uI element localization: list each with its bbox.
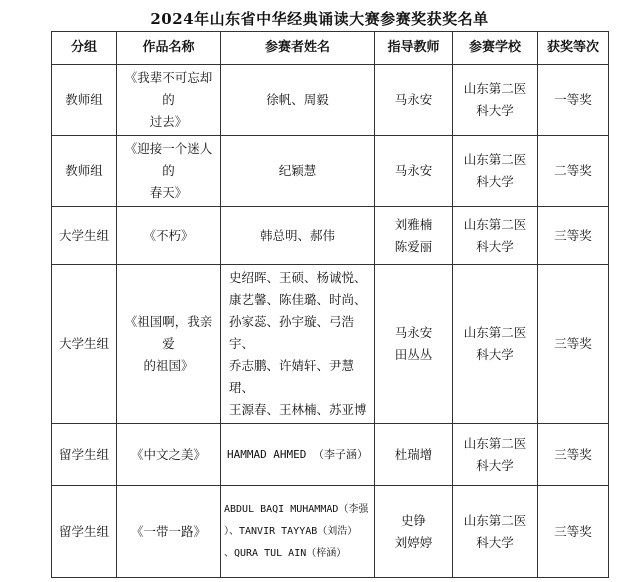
- table-row: [52, 136, 609, 207]
- cell-award: 三等奖: [538, 424, 609, 486]
- cell-work: [117, 265, 221, 424]
- work-line: 《一带一路》: [130, 523, 206, 539]
- participant-line: 纪颖慧: [278, 163, 317, 178]
- cell-group: 留学生组: [52, 424, 117, 486]
- advisor-line: 马永安: [394, 163, 433, 178]
- cell-work: [117, 424, 221, 486]
- school-line: 山东第二医: [463, 512, 527, 528]
- work-line: 《祖国啊，我亲爱: [124, 314, 213, 351]
- cell-school: [453, 424, 538, 486]
- award-table: [51, 31, 609, 578]
- participant-line: 乔志鹏、许婧轩、尹慧珺、: [229, 358, 355, 395]
- participant-line: ABDUL BAQI MUHAMMAD（李强: [224, 503, 369, 515]
- work-line: 过去》: [149, 114, 188, 129]
- cell-advisor: [375, 207, 453, 265]
- header-work: 作品名称: [117, 32, 221, 65]
- work-line: 的祖国》: [143, 358, 194, 373]
- cell-school: [453, 207, 538, 265]
- advisor-line: 杜瑞增: [394, 446, 433, 462]
- school-line: 山东第二医: [463, 81, 527, 96]
- cell-school: [453, 65, 538, 136]
- table-row: [52, 207, 609, 265]
- cell-work: [117, 65, 221, 136]
- cell-work: [117, 486, 221, 578]
- advisor-line: 史铮: [400, 512, 426, 528]
- cell-advisor: [375, 65, 453, 136]
- school-line: 科大学: [476, 347, 514, 362]
- cell-award: 三等奖: [538, 207, 609, 265]
- advisor-line: 马永安: [394, 92, 433, 107]
- school-line: 科大学: [476, 457, 514, 473]
- advisor-line: 陈爱丽: [394, 238, 433, 254]
- work-line: 春天》: [149, 185, 188, 200]
- participant-line: HAMMAD AHMED （李子涵）: [226, 447, 369, 461]
- advisor-line: 刘婷婷: [394, 534, 433, 550]
- cell-participants: [221, 486, 375, 578]
- cell-advisor: [375, 486, 453, 578]
- work-line: 《我辈不可忘却的: [124, 70, 213, 107]
- table-row: [52, 424, 609, 486]
- participant-line: 韩总明、郝伟: [259, 227, 335, 243]
- table-header-row: [52, 32, 609, 65]
- cell-group: 大学生组: [52, 265, 117, 424]
- cell-advisor: [375, 136, 453, 207]
- school-line: 科大学: [476, 103, 514, 118]
- table-row: [52, 265, 609, 424]
- cell-award: 三等奖: [538, 265, 609, 424]
- header-school: 参赛学校: [453, 32, 538, 65]
- participant-line: 、QURA TUL AIN（梓涵）: [224, 547, 347, 559]
- work-line: 《迎接一个迷人的: [124, 141, 213, 178]
- cell-participants: [221, 207, 375, 265]
- cell-advisor: [375, 265, 453, 424]
- cell-group: 教师组: [52, 136, 117, 207]
- cell-award: 二等奖: [538, 136, 609, 207]
- advisor-line: 马永安: [394, 325, 433, 340]
- participant-line: ）、TANVIR TAYYAB（刘浩）: [224, 525, 358, 537]
- table-row: [52, 486, 609, 578]
- participant-line: 徐帆、周毅: [266, 92, 329, 107]
- participant-line: 史绍晖、王硕、杨诚悦、: [229, 270, 367, 285]
- school-line: 科大学: [476, 534, 514, 550]
- cell-school: [453, 136, 538, 207]
- cell-award: 一等奖: [538, 65, 609, 136]
- cell-advisor: [375, 424, 453, 486]
- school-line: 山东第二医: [463, 216, 527, 232]
- header-award: 获奖等次: [538, 32, 609, 65]
- work-line: 《中文之美》: [130, 446, 206, 462]
- cell-award: 三等奖: [538, 486, 609, 578]
- header-group: 分组: [52, 32, 117, 65]
- table-row: [52, 65, 609, 136]
- participant-line: 孙家蕊、孙宇璇、弓浩宇、: [229, 314, 355, 351]
- cell-school: [453, 486, 538, 578]
- work-line: 《不朽》: [143, 227, 194, 243]
- cell-participants: [221, 65, 375, 136]
- school-line: 山东第二医: [463, 325, 527, 340]
- cell-participants: [221, 136, 375, 207]
- cell-group: 教师组: [52, 65, 117, 136]
- cell-work: [117, 207, 221, 265]
- school-line: 科大学: [476, 238, 514, 254]
- participant-line: 王源春、王林楠、苏亚博: [229, 402, 367, 417]
- cell-participants: [221, 424, 375, 486]
- cell-group: 留学生组: [52, 486, 117, 578]
- cell-participants: [221, 265, 375, 424]
- page-title: 2024年山东省中华经典诵读大赛参赛奖获奖名单: [150, 10, 489, 28]
- school-line: 山东第二医: [463, 435, 527, 451]
- school-line: 山东第二医: [463, 152, 527, 167]
- cell-school: [453, 265, 538, 424]
- header-advisor: 指导教师: [375, 32, 453, 65]
- header-participants: 参赛者姓名: [221, 32, 375, 65]
- school-line: 科大学: [476, 174, 514, 189]
- cell-work: [117, 136, 221, 207]
- cell-group: 大学生组: [52, 207, 117, 265]
- advisor-line: 田丛丛: [394, 347, 433, 362]
- advisor-line: 刘雅楠: [394, 216, 433, 232]
- participant-line: 康艺馨、陈佳璐、时尚、: [229, 292, 367, 307]
